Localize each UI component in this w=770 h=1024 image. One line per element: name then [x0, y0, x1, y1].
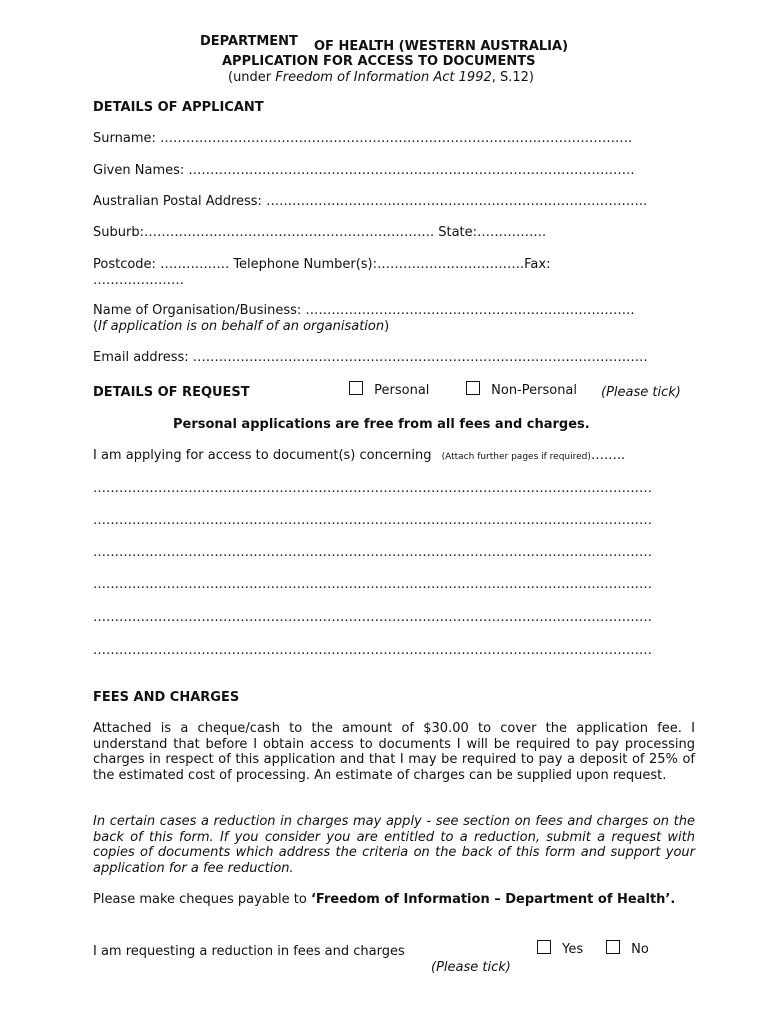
attach-note: (Attach further pages if required): [441, 452, 591, 462]
reduction-tick-note: (Please tick): [431, 960, 511, 975]
organisation-note-text: If application is on behalf of an organisation: [98, 319, 385, 334]
fees-paragraph: Attached is a cheque/cash to the amount of $30.00 to cover the application fee. I understand that before I obtain access to documents I will be required to pay processing charges in respect of this application and that I may be required to pay a deposit of 25% of the estimated cost of processing. An estimate of charges can be supplied upon request.: [93, 721, 695, 783]
personal-label: Personal: [374, 383, 430, 398]
yes-label: Yes: [562, 942, 584, 957]
free-applications-note: Personal applications are free from all fees and charges.: [173, 417, 590, 432]
request-heading: DETAILS OF REQUEST: [93, 385, 250, 400]
form-subtitle: APPLICATION FOR ACCESS TO DOCUMENTS: [222, 54, 536, 69]
request-blank-line[interactable]: …………………………………………………………………………………………………………………: [93, 610, 652, 625]
act-reference: [228, 70, 534, 85]
request-tick-note: (Please tick): [601, 385, 681, 400]
request-blank-line[interactable]: …………………………………………………………………………………………………………………: [93, 643, 652, 658]
yes-checkbox[interactable]: [537, 940, 551, 954]
applying-text: I am applying for access to document(s) concerning: [93, 448, 432, 463]
applying-line[interactable]: [93, 448, 625, 463]
non-personal-option: [466, 381, 577, 398]
no-label: No: [631, 942, 649, 957]
organisation-note: (If application is on behalf of an organisation): [93, 319, 390, 334]
request-blank-line[interactable]: …………………………………………………………………………………………………………………: [93, 513, 652, 528]
yes-option: [537, 940, 583, 957]
postcode-phone-fax-field[interactable]: Postcode: ……………. Telephone Number(s):…………………………….Fax:: [93, 257, 551, 272]
fee-reduction-paragraph: In certain cases a reduction in charges may apply - see section on fees and charges on the back of this form. If you consider you are entitled to a reduction, submit a request with copies of documents which address the criteria on the back of this form and support your application for a fee reduction.: [93, 814, 695, 876]
applicant-heading: DETAILS OF APPLICANT: [93, 100, 264, 115]
fees-heading: FEES AND CHARGES: [93, 690, 240, 705]
non-personal-checkbox[interactable]: [466, 381, 480, 395]
cheque-prefix: Please make cheques payable to: [93, 892, 311, 907]
request-blank-line[interactable]: …………………………………………………………………………………………………………………: [93, 481, 652, 496]
request-blank-line[interactable]: …………………………………………………………………………………………………………………: [93, 545, 652, 560]
given-names-field[interactable]: Given Names: ………………………………………………………………………………………….: [93, 163, 635, 178]
act-prefix: (under: [228, 70, 276, 85]
cheque-payee: ‘Freedom of Information – Department of Health’.: [310, 892, 676, 907]
organisation-field[interactable]: Name of Organisation/Business: ………………………………………………………………….: [93, 303, 635, 318]
surname-field[interactable]: Surname: ……………………………………………………………………………………………….: [93, 131, 633, 146]
request-blank-line[interactable]: …………………………………………………………………………………………………………………: [93, 577, 652, 592]
reduction-request-text: I am requesting a reduction in fees and charges: [93, 944, 405, 959]
email-field[interactable]: Email address: ……………………………………………………………………………………………: [93, 350, 648, 365]
postal-address-field[interactable]: Australian Postal Address: …………………………………………………………………………….: [93, 194, 648, 209]
fax-field-continuation[interactable]: …………………: [93, 273, 184, 288]
suburb-state-field[interactable]: Suburb:…………………………………………………………. State:…………….: [93, 225, 547, 240]
no-option: [606, 940, 649, 957]
title-health-wa: OF HEALTH (WESTERN AUSTRALIA): [314, 39, 569, 54]
applying-dots: ……..: [590, 448, 626, 463]
act-suffix: , S.12): [491, 70, 534, 85]
cheque-payee-paragraph: [93, 892, 695, 908]
personal-checkbox[interactable]: [349, 381, 363, 395]
act-name: Freedom of Information Act 1992: [275, 70, 492, 85]
no-checkbox[interactable]: [606, 940, 620, 954]
non-personal-label: Non-Personal: [491, 383, 578, 398]
personal-option: [349, 381, 429, 398]
title-department: DEPARTMENT: [200, 34, 298, 49]
